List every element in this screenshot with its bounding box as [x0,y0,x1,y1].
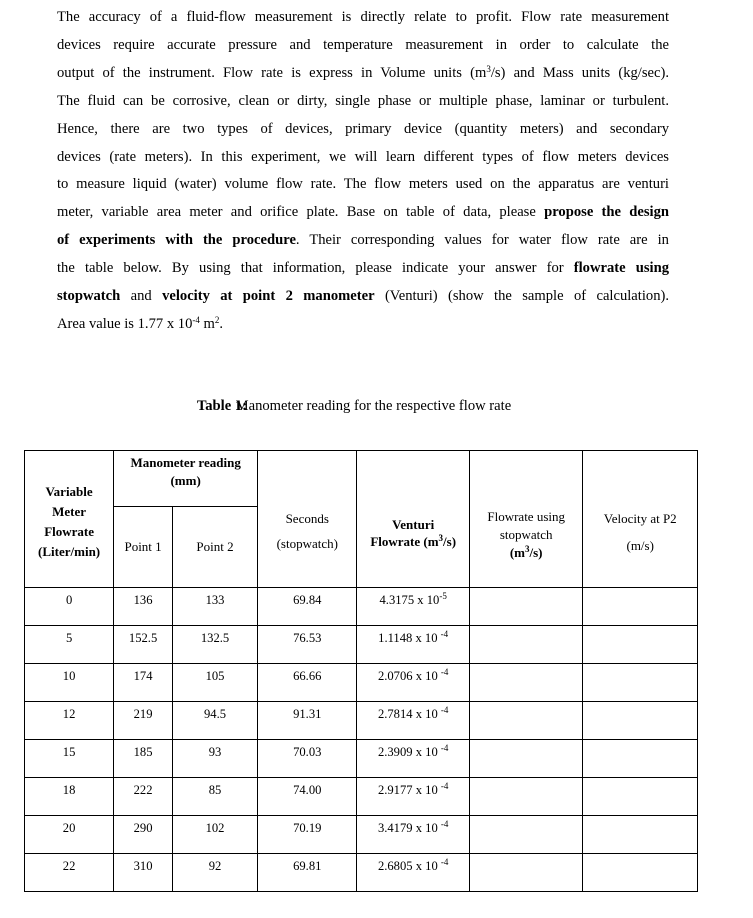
table-row [25,588,698,626]
paragraph-line: of experiments with the procedure. Their corresponding values for water flow rate are in [57,232,669,249]
cell-venturi: 3.4179 x 10 $^{-4}$ [357,816,470,854]
paragraph-line: devices (rate meters). In this experiment, we will learn different types of flow meters devices [57,148,669,165]
cell-velocity-p2[interactable] [583,816,698,854]
cell-seconds: 70.03 [258,740,357,778]
cell-seconds: 69.81 [258,854,357,892]
cell-venturi: 1.1148 x 10 $^{-4}$ [357,626,470,664]
paragraph-line: to measure liquid (water) volume flow rate. The flow meters used on the apparatus are venturi [57,176,669,193]
header-flowrate-stopwatch: Flowrate using stopwatch $(m^3/s)$ [469,451,583,588]
paragraph-line: output of the instrument. Flow rate is express in Volume units $(m^3/s)$ and Mass units (kg/sec). [57,63,669,81]
cell-point1: 174 [114,664,173,702]
table-row [25,854,698,892]
cell-flowrate: 10 [25,664,114,702]
cell-velocity-p2[interactable] [583,702,698,740]
table-caption: Table 1: Manometer reading for the respective flow rate [196,398,512,414]
paragraph-line: meter, variable area meter and orifice plate. Base on table of data, please propose the design [57,204,669,221]
cell-velocity-p2[interactable] [583,740,698,778]
cell-flowrate-stopwatch[interactable] [469,626,583,664]
cell-flowrate: 15 [25,740,114,778]
cell-flowrate-stopwatch[interactable] [469,740,583,778]
cell-velocity-p2[interactable] [583,588,698,626]
cell-seconds: 70.19 [258,816,357,854]
cell-flowrate-stopwatch[interactable] [469,702,583,740]
table-row [25,778,698,816]
cell-flowrate: 12 [25,702,114,740]
header-point1: Point 1 [114,507,173,588]
cell-velocity-p2[interactable] [583,778,698,816]
header-seconds: Seconds (stopwatch) [258,451,357,588]
cell-seconds: 76.53 [258,626,357,664]
cell-flowrate-stopwatch[interactable] [469,664,583,702]
cell-seconds: 69.84 [258,588,357,626]
header-manometer-reading: Manometer reading (mm) [114,451,258,507]
table-row [25,816,698,854]
cell-seconds: 74.00 [258,778,357,816]
cell-point1: 290 [114,816,173,854]
cell-venturi: 4.3175 x $10^{-5}$ [357,588,470,626]
cell-point2: 105 [172,664,257,702]
cell-flowrate: 18 [25,778,114,816]
cell-point2: 85 [172,778,257,816]
cell-velocity-p2[interactable] [583,664,698,702]
cell-flowrate-stopwatch[interactable] [469,816,583,854]
paragraph-line: The fluid can be corrosive, clean or dirty, single phase or multiple phase, laminar or turbulent. [57,92,669,109]
cell-point2: 102 [172,816,257,854]
cell-flowrate-stopwatch[interactable] [469,778,583,816]
cell-point1: 136 [114,588,173,626]
cell-point1: 219 [114,702,173,740]
cell-velocity-p2[interactable] [583,854,698,892]
cell-point1: 185 [114,740,173,778]
cell-seconds: 66.66 [258,664,357,702]
table-header-row [25,451,698,507]
cell-point1: 310 [114,854,173,892]
paragraph-line: Hence, there are two types of devices, primary device (quantity meters) and secondary [57,120,669,137]
cell-point1: 152.5 [114,626,173,664]
paragraph-line: Area value is 1.77 x $10^{-4}$ $m^2$. [57,314,224,332]
table-row [25,664,698,702]
cell-flowrate: 22 [25,854,114,892]
intro-paragraph [57,4,669,339]
cell-point2: 133 [172,588,257,626]
manometer-table [24,450,698,892]
paragraph-line: devices require accurate pressure and temperature measurement in order to calculate the [57,36,669,53]
cell-venturi: 2.6805 x 10 $^{-4}$ [357,854,470,892]
cell-flowrate-stopwatch[interactable] [469,588,583,626]
cell-venturi: 2.7814 x 10 $^{-4}$ [357,702,470,740]
cell-flowrate: 20 [25,816,114,854]
cell-point2: 93 [172,740,257,778]
cell-point1: 222 [114,778,173,816]
cell-venturi: 2.0706 x 10 $^{-4}$ [357,664,470,702]
cell-point2: 92 [172,854,257,892]
table-row [25,740,698,778]
paragraph-line: The accuracy of a fluid-flow measurement is directly relate to profit. Flow rate measurement [57,9,669,25]
header-point2: Point 2 [172,507,257,588]
paragraph-line: the table below. By using that information, please indicate your answer for flowrate using [57,260,669,277]
header-variable-meter-flowrate: Variable Meter Flowrate (Liter/min) [25,451,114,588]
cell-point2: 132.5 [172,626,257,664]
header-venturi-flowrate: Venturi Flowrate $(m^3/s)$ [357,451,470,588]
cell-flowrate: 5 [25,626,114,664]
cell-venturi: 2.9177 x 10 $^{-4}$ [357,778,470,816]
header-velocity-p2: Velocity at P2 (m/s) [583,451,698,588]
cell-venturi: 2.3909 x 10 $^{-4}$ [357,740,470,778]
cell-point2: 94.5 [172,702,257,740]
cell-velocity-p2[interactable] [583,626,698,664]
cell-flowrate-stopwatch[interactable] [469,854,583,892]
table-row [25,702,698,740]
cell-flowrate: 0 [25,588,114,626]
paragraph-line: stopwatch and velocity at point 2 manometer (Venturi) (show the sample of calculation). [57,288,669,305]
cell-seconds: 91.31 [258,702,357,740]
table-row [25,626,698,664]
